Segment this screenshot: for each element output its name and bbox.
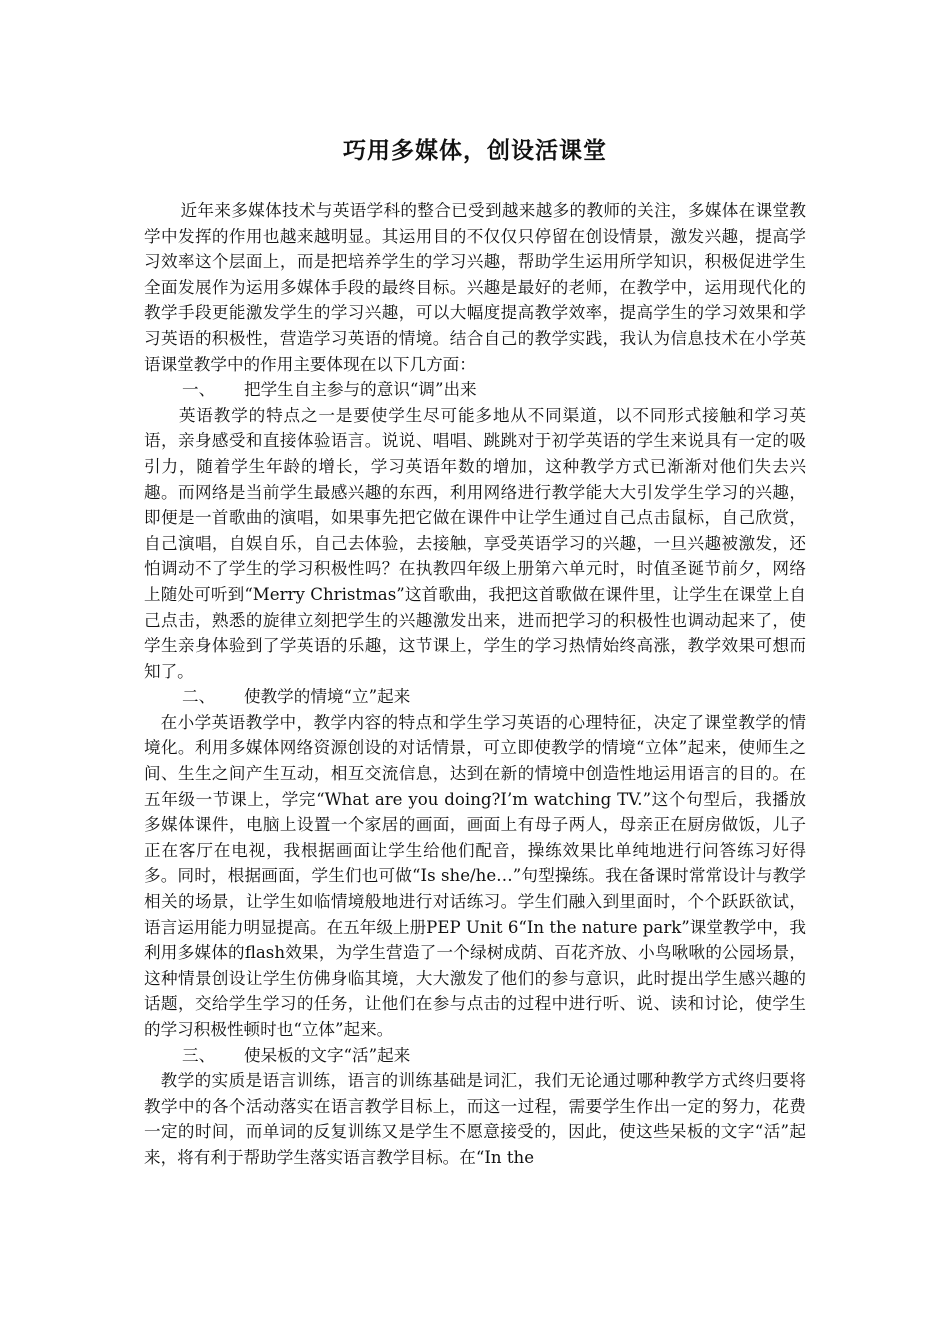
section-number-3: 三、 [182,1045,216,1065]
section-heading-2 [144,684,806,710]
section-title-3: 使呆板的文字“活”起来 [244,1045,411,1065]
document-body [144,198,806,1171]
section-paragraph-2: 在小学英语教学中，教学内容的特点和学生学习英语的心理特征，决定了课堂教学的情境化。利用多媒体网络资源创设的对话情景，可立即使教学的情境“立体”起来，使师生之间、生生之间产生互动，相互交流信息，达到在新的情境中创造性地运用语言的目的。在五年级一节课上，学完“What are you doing?I’m watching TV.”这个句型后，我播放多媒体课件，电脑上设置一个家居的画面，画面上有母子两人，母亲正在厨房做饭，儿子正在客厅在电视，我根据画面让学生给他们配音，操练效果比单纯地进行问答练习好得多。同时，根据画面，学生们也可做“Is she/he…”句型操练。我在备课时常常设计与教学相关的场景，让学生如临情境般地进行对话练习。学生们融入到里面时，个个跃跃欲试，语言运用能力明显提高。在五年级上册PEP Unit 6“In the nature park”课堂教学中，我利用多媒体的flash效果，为学生营造了一个绿树成荫、百花齐放、小鸟啾啾的公园场景，这种情景创设让学生仿佛身临其境，大大激发了他们的参与意识，此时提出学生感兴趣的话题，交给学生学习的任务，让他们在参与点击的过程中进行听、说、读和讨论，使学生的学习积极性顿时也“立体”起来。 [144,712,806,1039]
section-title-2: 使教学的情境“立”起来 [244,687,411,707]
document-title: 巧用多媒体，创设活课堂 [343,138,607,164]
section-number-1: 一、 [182,380,216,400]
section-number-2: 二、 [182,687,216,707]
intro-paragraph: 近年来多媒体技术与英语学科的整合已受到越来越多的教师的关注，多媒体在课堂教学中发挥的作用也越来越明显。其运用目的不仅仅只停留在创设情景，激发兴趣，提高学习效率这个层面上，而是把培养学生的学习兴趣，帮助学生运用所学知识，积极促进学生全面发展作为运用多媒体手段的最终目标。兴趣是最好的老师，在教学中，运用现代化的教学手段更能激发学生的学习兴趣，可以大幅度提高教学效率，提高学生的学习效果和学习英语的积极性，营造学习英语的情境。结合自己的教学实践，我认为信息技术在小学英语课堂教学中的作用主要体现在以下几方面： [144,201,806,374]
section-heading-1 [144,377,806,403]
section-paragraph-3: 教学的实质是语言训练，语言的训练基础是词汇，我们无论通过哪种教学方式终归要将教学中的各个活动落实在语言教学目标上，而这一过程，需要学生作出一定的努力，花费一定的时间，而单词的反复训练又是学生不愿意接受的，因此，使这些呆板的文字“活”起来，将有利于帮助学生落实语言教学目标。在“In the [144,1071,806,1167]
section-heading-3 [144,1043,806,1069]
section-title-1: 把学生自主参与的意识“调”出来 [244,380,477,400]
section-paragraph-1: 英语教学的特点之一是要使学生尽可能多地从不同渠道，以不同形式接触和学习英语，亲身感受和直接体验语言。说说、唱唱、跳跳对于初学英语的学生来说具有一定的吸引力，随着学生年龄的增长，学习英语年数的增加，这种教学方式已渐渐对他们失去兴趣。而网络是当前学生最感兴趣的东西，利用网络进行教学能大大引发学生学习的兴趣，即便是一首歌曲的演唱，如果事先把它做在课件中让学生通过自己点击鼠标，自己欣赏，自己演唱，自娱自乐，自己去体验，去接触，享受英语学习的兴趣，一旦兴趣被激发，还怕调动不了学生的学习积极性吗？在执教四年级上册第六单元时，时值圣诞节前夕，网络上随处可听到“Merry Christmas”这首歌曲，我把这首歌做在课件里，让学生在课堂上自己点击，熟悉的旋律立刻把学生的兴趣激发出来，进而把学习的积极性也调动起来了，使学生亲身体验到了学英语的乐趣，这节课上，学生的学习热情始终高涨，教学效果可想而知了。 [144,405,806,681]
